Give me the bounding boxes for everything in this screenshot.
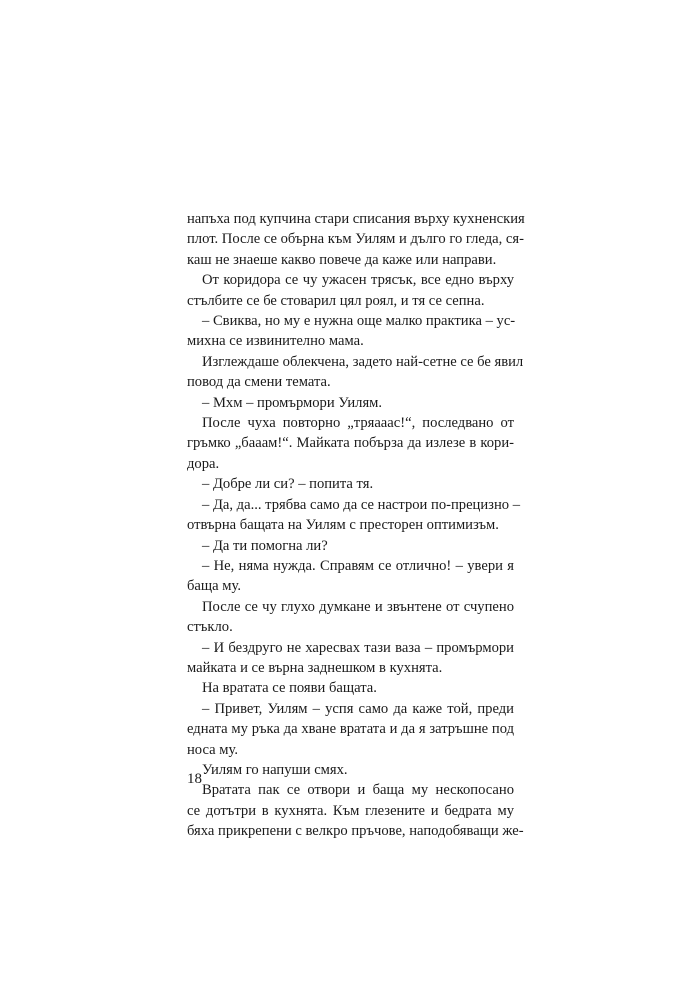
text-line: – Добре ли си? – попита тя. bbox=[202, 476, 374, 493]
text-line: – Не, няма нужда. Справям се отлично! – увери я bbox=[202, 557, 514, 574]
text-line: стъкло. bbox=[187, 619, 233, 636]
text-line: Вратата пак се отвори и баща му нескопосано bbox=[202, 782, 514, 799]
text-line: – Да ти помогна ли? bbox=[202, 537, 328, 554]
body-text bbox=[187, 209, 525, 842]
text-line: – Привет, Уилям – успя само да каже той, преди bbox=[202, 700, 514, 717]
text-line: – Свиква, но му е нужна още малко практика – ус- bbox=[202, 313, 516, 330]
text-line: се дотътри в кухнята. Към глезените и бедрата му bbox=[187, 802, 514, 819]
text-line: отвърна бащата на Уилям с престорен оптимизъм. bbox=[187, 517, 499, 534]
text-line: После се чу глухо думкане и звънтене от счупено bbox=[202, 598, 514, 615]
text-line: бяха прикрепени с велкро пръчове, наподобяващи же- bbox=[187, 823, 524, 840]
text-line: – Да, да... трябва само да се настрои по-прецизно – bbox=[202, 496, 520, 513]
text-line: повод да смени темата. bbox=[187, 374, 331, 391]
text-line: майката и се върна заднешком в кухнята. bbox=[187, 659, 443, 676]
text-line: плот. После се обърна към Уилям и дълго го гледа, ся- bbox=[187, 231, 524, 248]
page-number: 18 bbox=[187, 771, 202, 787]
text-line: Уилям го напуши смях. bbox=[202, 761, 348, 778]
text-line: Изглеждаше облекчена, задето най-сетне се бе явил bbox=[202, 353, 524, 370]
text-line: От коридора се чу ужасен трясък, все едно върху bbox=[202, 272, 514, 289]
text-line: На вратата се появи бащата. bbox=[202, 680, 377, 697]
text-line: едната му ръка да хване вратата и да я затръшне под bbox=[187, 721, 514, 738]
text-line: напъха под купчина стари списания върху кухненския bbox=[187, 211, 525, 227]
text-line: каш не знаеше какво повече да каже или направи. bbox=[187, 251, 497, 268]
text-line: носа му. bbox=[187, 741, 238, 758]
text-line: баща му. bbox=[187, 578, 241, 595]
text-line: дора. bbox=[187, 455, 220, 472]
text-line: После чуха повторно „тряааас!“, последвано от bbox=[202, 415, 514, 432]
text-line: стълбите се бе стоварил цял роял, и тя се сепна. bbox=[187, 292, 485, 309]
text-line: – И бездруго не харесвах тази ваза – промърмори bbox=[202, 639, 514, 656]
text-line: гръмко „бааам!“. Майката побърза да излезе в кори- bbox=[187, 435, 514, 452]
text-line: михна се извинително мама. bbox=[187, 333, 364, 350]
text-line: – Мхм – промърмори Уилям. bbox=[202, 394, 383, 411]
